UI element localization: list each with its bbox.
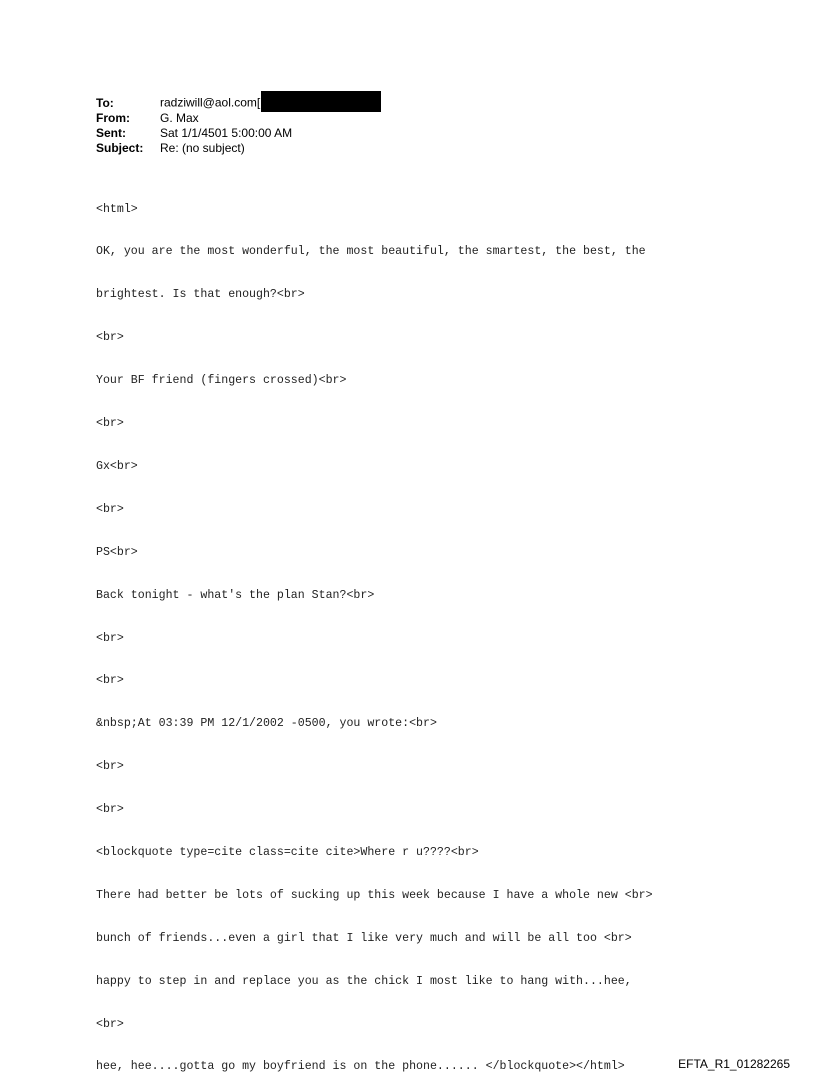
to-label: To: xyxy=(96,96,114,110)
from-value: G. Max xyxy=(160,111,199,125)
email-header xyxy=(96,96,381,156)
redaction-block xyxy=(261,91,381,112)
email-body xyxy=(96,174,653,1089)
body-line: There had better be lots of sucking up this week because I have a whole new <br> xyxy=(96,888,653,902)
body-line: <html> xyxy=(96,202,138,216)
sent-label: Sent: xyxy=(96,126,126,140)
body-line: Your BF friend (fingers crossed)<br> xyxy=(96,374,347,388)
subject-value: Re: (no subject) xyxy=(160,141,245,155)
body-line: <br> xyxy=(96,631,124,645)
body-line: <br> xyxy=(96,760,124,774)
body-line: <br> xyxy=(96,674,124,688)
body-line: PS<br> xyxy=(96,545,138,559)
body-line: &nbsp;At 03:39 PM 12/1/2002 -0500, you wrote:<br> xyxy=(96,717,437,731)
body-line: happy to step in and replace you as the chick I most like to hang with...hee, xyxy=(96,974,632,988)
from-label: From: xyxy=(96,111,130,125)
body-line: <br> xyxy=(96,1017,124,1031)
document-id: EFTA_R1_01282265 xyxy=(678,1057,790,1071)
body-line: hee, hee....gotta go my boyfriend is on the phone...... </blockquote></html> xyxy=(96,1060,625,1074)
body-line: brightest. Is that enough?<br> xyxy=(96,288,305,302)
body-line: <br> xyxy=(96,417,124,431)
body-line: <br> xyxy=(96,803,124,817)
body-line: OK, you are the most wonderful, the most beautiful, the smartest, the best, the xyxy=(96,245,646,259)
body-line: bunch of friends...even a girl that I like very much and will be all too <br> xyxy=(96,931,632,945)
sent-value: Sat 1/1/4501 5:00:00 AM xyxy=(160,126,293,140)
subject-label: Subject: xyxy=(96,141,144,155)
body-line: <br> xyxy=(96,331,124,345)
to-row xyxy=(96,96,381,111)
to-address: radziwill@aol.com[ xyxy=(160,95,261,110)
subject-row xyxy=(96,141,381,156)
body-line: <br> xyxy=(96,502,124,516)
body-line: Gx<br> xyxy=(96,459,138,473)
body-line: <blockquote type=cite class=cite cite>Where r u????<br> xyxy=(96,845,479,859)
sent-row xyxy=(96,126,381,141)
body-line: Back tonight - what's the plan Stan?<br> xyxy=(96,588,375,602)
